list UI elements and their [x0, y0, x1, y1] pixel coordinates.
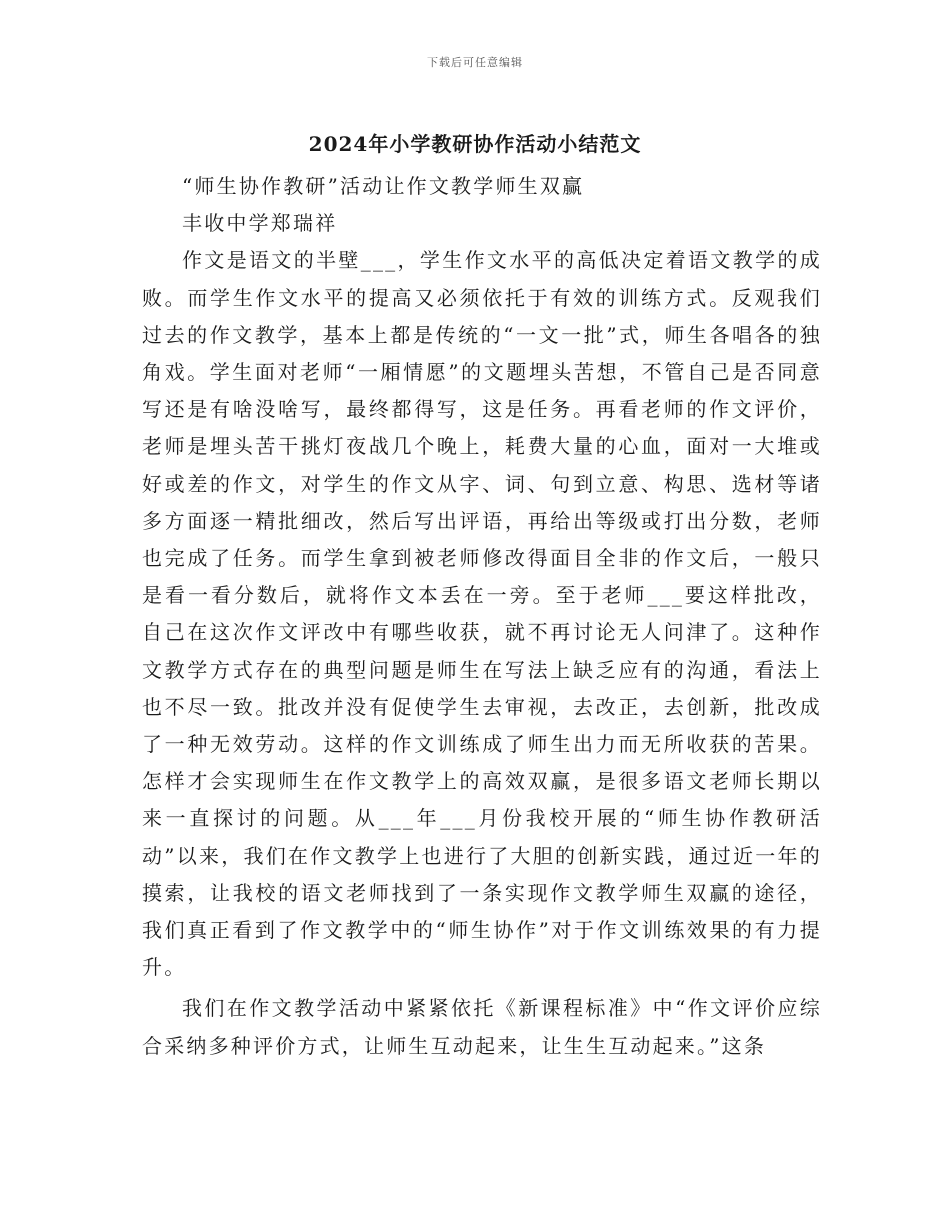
- body-paragraph-1: 作文是语文的半壁___，学生作文水平的高低决定着语文教学的成败。而学生作文水平的提高又必须依托于有效的训练方式。反观我们过去的作文教学，基本上都是传统的“一文一批”式，师生各唱各的独角戏。学生面对老师“一厢情愿”的文题埋头苦想，不管自己是否同意写还是有啥没啥写，最终都得写，这是任务。再看老师的作文评价，老师是埋头苦干挑灯夜战几个晚上，耗费大量的心血，面对一大堆或好或差的作文，对学生的作文从字、词、句到立意、构思、选材等诸多方面逐一精批细改，然后写出评语，再给出等级或打出分数，老师也完成了任务。而学生拿到被老师修改得面目全非的作文后，一般只是看一看分数后，就将作文本丢在一旁。至于老师___要这样批改，自己在这次作文评改中有哪些收获，就不再讨论无人问津了。这种作文教学方式存在的典型问题是师生在写法上缺乏应有的沟通，看法上也不尽一致。批改并没有促使学生去审视，去改正，去创新，批改成了一种无效劳动。这样的作文训练成了师生出力而无所收获的苦果。怎样才会实现师生在作文教学上的高效双赢，是很多语文老师长期以来一直探讨的问题。从___年___月份我校开展的“师生协作教研活动”以来，我们在作文教学上也进行了大胆的创新实践，通过近一年的摸索，让我校的语文老师找到了一条实现作文教学师生双赢的途径，我们真正看到了作文教学中的“师生协作”对于作文训练效果的有力提升。: [142, 248, 822, 980]
- page-header-note: 下载后可任意编辑: [427, 56, 523, 69]
- document-author: 丰收中学郑瑞祥: [182, 211, 338, 236]
- document-subtitle: “师生协作教研”活动让作文教学师生双赢: [182, 174, 585, 198]
- document-body: [142, 168, 822, 1065]
- document-title: 2024年小学教研协作活动小结范文: [308, 132, 642, 156]
- body-paragraph-2: 我们在作文教学活动中紧紧依托《新课程标准》中“作文评价应综合采纳多种评价方式，让师生互动起来，让生生互动起来。”这条: [142, 996, 822, 1058]
